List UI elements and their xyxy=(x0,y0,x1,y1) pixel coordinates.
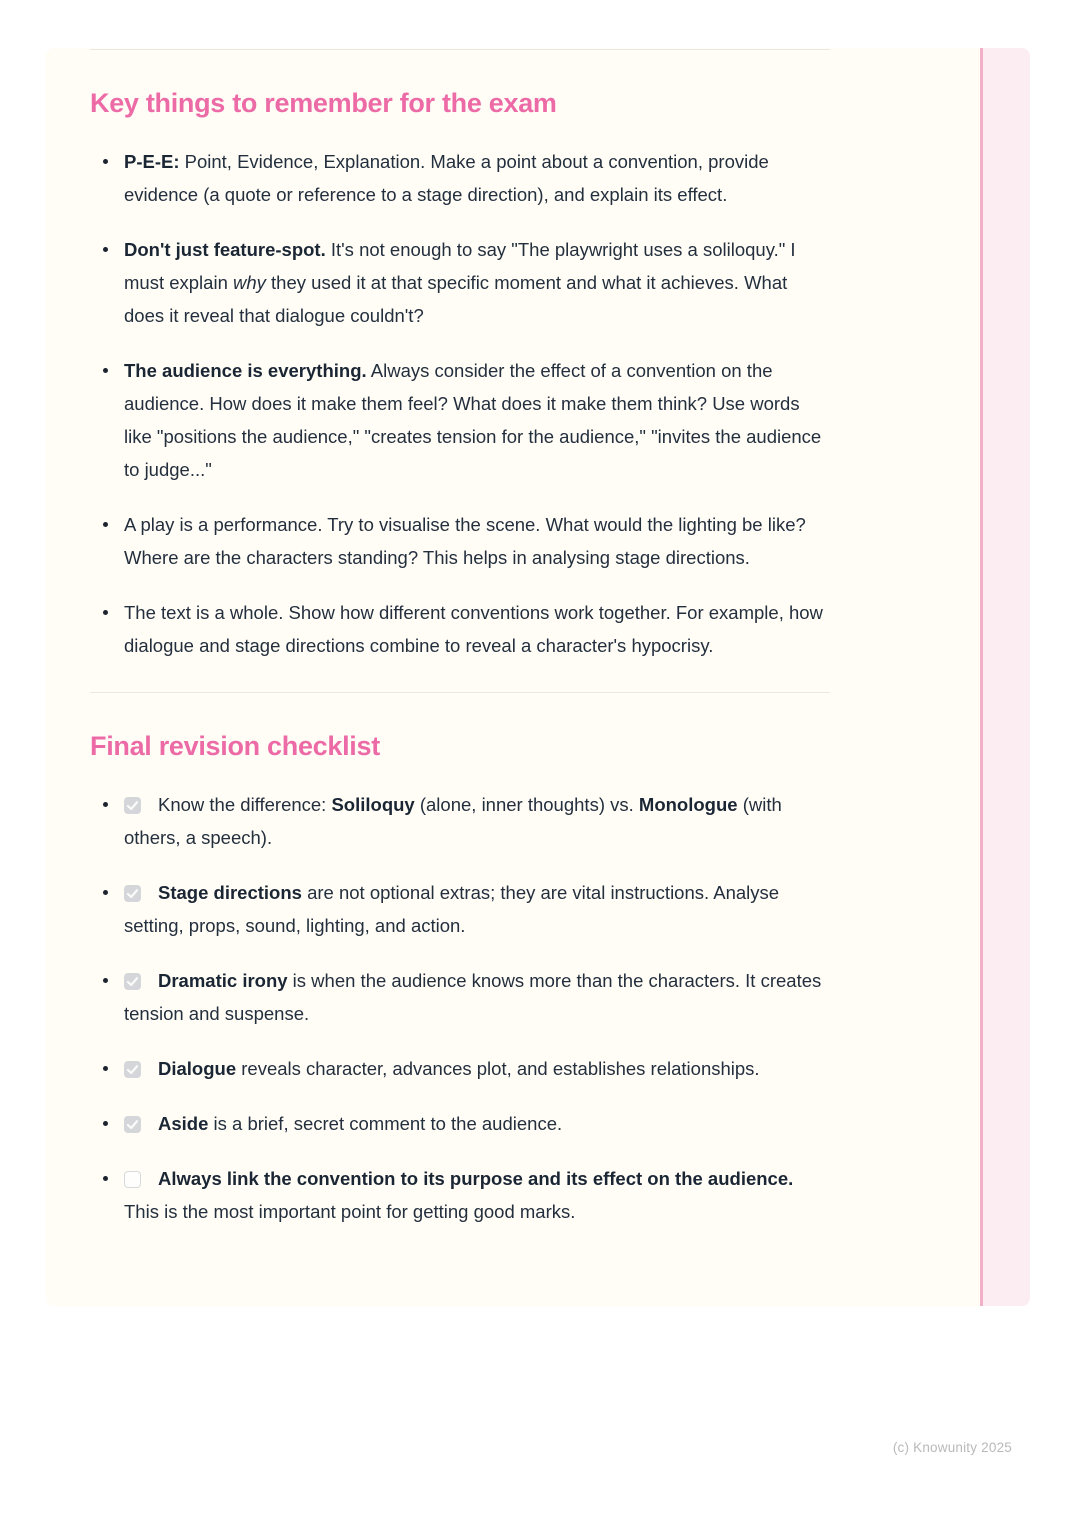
text: (alone, inner thoughts) vs. xyxy=(414,794,639,815)
checklist-item xyxy=(90,788,830,854)
copyright-notice: (c) Knowunity 2025 xyxy=(892,1440,1012,1455)
checkbox-checked-icon[interactable] xyxy=(124,797,141,814)
text: (with others, a speech). xyxy=(124,794,782,848)
list-item xyxy=(90,508,830,574)
bold-text: Monologue xyxy=(638,794,738,815)
notes-card xyxy=(46,48,1030,1306)
italic-text: why xyxy=(233,272,266,293)
list-item xyxy=(90,596,830,662)
checklist-item xyxy=(90,1052,830,1085)
divider xyxy=(90,49,830,50)
list-item xyxy=(90,354,830,486)
bold-text: Stage directions xyxy=(158,882,302,903)
text: Always consider the effect of a convention on the audience. How does it make them feel? What does it make them think? Use words like "positions the audience," "creates tension for the audience," "invites the audience to judge..." xyxy=(124,360,822,480)
section-heading-final-checklist: Final revision checklist xyxy=(90,731,380,761)
bold-text: The audience is everything. xyxy=(124,360,367,381)
checkbox-unchecked-icon[interactable] xyxy=(124,1171,141,1188)
checklist-item xyxy=(90,1107,830,1140)
bold-text: Dialogue xyxy=(158,1058,237,1079)
checkbox-checked-icon[interactable] xyxy=(124,1061,141,1078)
divider xyxy=(90,692,830,693)
revision-checklist xyxy=(90,788,830,1228)
section-heading-key-things: Key things to remember for the exam xyxy=(90,88,557,118)
bold-text: Aside xyxy=(158,1113,209,1134)
checklist-item xyxy=(90,1162,830,1228)
text: are not optional extras; they are vital instructions. Analyse setting, props, sound, lighting, and action. xyxy=(124,882,780,936)
checkbox-checked-icon[interactable] xyxy=(124,1116,141,1133)
text: The text is a whole. Show how different conventions work together. For example, how dialogue and stage directions combine to reveal a character's hypocrisy. xyxy=(124,602,823,656)
list-item xyxy=(90,145,830,211)
list-item xyxy=(90,233,830,332)
bold-text: Soliloquy xyxy=(331,794,415,815)
text: Know the difference: xyxy=(158,794,332,815)
page-edge-strip xyxy=(980,48,1030,1306)
text: A play is a performance. Try to visualise the scene. What would the lighting be like? Where are the characters standing? This helps in analysing stage directions. xyxy=(124,514,806,568)
text: This is the most important point for getting good marks. xyxy=(124,1201,576,1222)
text: they used it at that specific moment and what it achieves. What does it reveal that dialogue couldn't? xyxy=(124,272,788,326)
bold-text: Always link the convention to its purpose and its effect on the audience. xyxy=(158,1168,794,1189)
text: Point, Evidence, Explanation. Make a point about a convention, provide evidence (a quote or reference to a stage direction), and explain its effect. xyxy=(124,151,769,205)
text: It's not enough to say "The playwright uses a soliloquy." I must explain xyxy=(124,239,796,293)
text: is a brief, secret comment to the audience. xyxy=(208,1113,563,1134)
bold-text: Dramatic irony xyxy=(158,970,288,991)
checkbox-checked-icon[interactable] xyxy=(124,885,141,902)
text: reveals character, advances plot, and establishes relationships. xyxy=(236,1058,760,1079)
text: is when the audience knows more than the characters. It creates tension and suspense. xyxy=(124,970,822,1024)
bold-text: Don't just feature-spot. xyxy=(124,239,326,260)
checklist-item xyxy=(90,876,830,942)
bold-text: P-E-E: xyxy=(124,151,180,172)
notes-content xyxy=(90,48,830,1250)
checklist-item xyxy=(90,964,830,1030)
checkbox-checked-icon[interactable] xyxy=(124,973,141,990)
key-things-list xyxy=(90,145,830,662)
